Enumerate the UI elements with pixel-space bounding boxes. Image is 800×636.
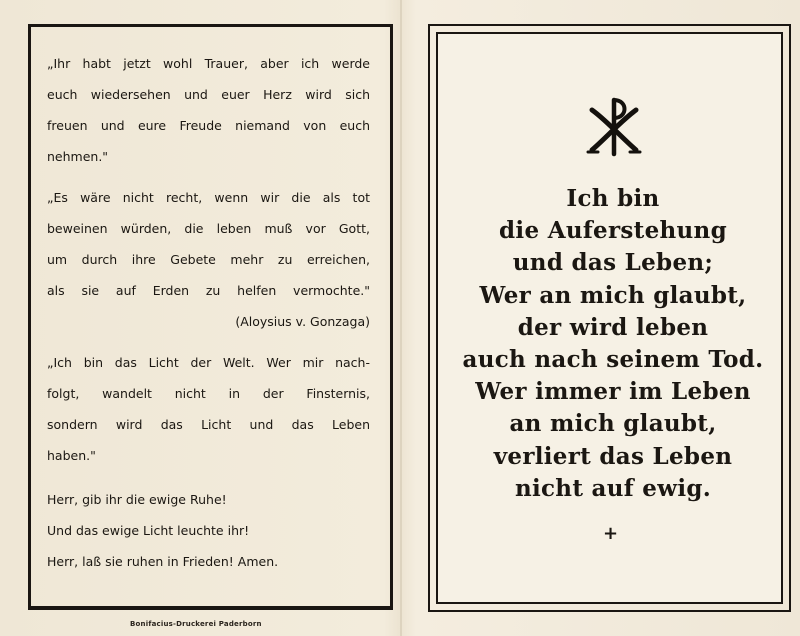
- fold-line: [400, 0, 402, 636]
- chi-rho-icon: [584, 96, 644, 158]
- verse-line: der wird leben: [517, 313, 709, 341]
- verse-line: Wer immer im Leben: [475, 378, 751, 406]
- quote-2-line: als sie auf Erden zu helfen vermochte.": [47, 283, 370, 298]
- quote-3-line: folgt, wandelt nicht in der Finsternis,: [47, 386, 370, 401]
- quote-2-line: „Es wäre nicht recht, wenn wir die als tot: [47, 190, 370, 205]
- verse-line: an mich glaubt,: [509, 410, 717, 438]
- quote-2-attribution: (Aloysius v. Gonzaga): [235, 314, 370, 329]
- quote-3-line: sondern wird das Licht und das Leben: [47, 417, 370, 432]
- left-panel-text: [47, 48, 370, 577]
- prayer-line: Herr, laß sie ruhen in Frieden! Amen.: [47, 554, 279, 569]
- quote-2-line: um durch ihre Gebete mehr zu erreichen,: [47, 252, 370, 267]
- prayer: [47, 484, 370, 577]
- quote-1-line: nehmen.": [47, 149, 109, 164]
- prayer-line: Herr, gib ihr die ewige Ruhe!: [47, 492, 227, 507]
- prayer-line: Und das ewige Licht leuchte ihr!: [47, 523, 250, 538]
- verse-line: Wer an mich glaubt,: [479, 281, 747, 309]
- quote-2: [47, 182, 370, 337]
- verse-line: die Auferstehung: [499, 217, 727, 245]
- quote-1: [47, 48, 370, 172]
- printer-imprint: Bonifacius-Druckerei Paderborn: [130, 620, 262, 628]
- verse-line: und das Leben;: [512, 249, 714, 277]
- quote-1-line: „Ihr habt jetzt wohl Trauer, aber ich werde: [47, 56, 370, 71]
- quote-1-line: freuen und eure Freude niemand von euch: [47, 118, 370, 133]
- quote-3-line: haben.": [47, 448, 96, 463]
- quote-3: [47, 347, 370, 471]
- quote-2-line: beweinen würden, die leben muß vor Gott,: [47, 221, 370, 236]
- quote-3-line: „Ich bin das Licht der Welt. Wer mir nach-: [47, 355, 370, 370]
- verse: [460, 183, 766, 505]
- verse-line: nicht auf ewig.: [514, 474, 712, 502]
- quote-1-line: euch wiedersehen und euer Herz wird sich: [47, 87, 370, 102]
- verse-line: auch nach seinem Tod.: [462, 346, 764, 374]
- verse-line: Ich bin: [566, 185, 660, 212]
- verse-line: verliert das Leben: [493, 442, 733, 470]
- cross-icon: +: [603, 523, 619, 544]
